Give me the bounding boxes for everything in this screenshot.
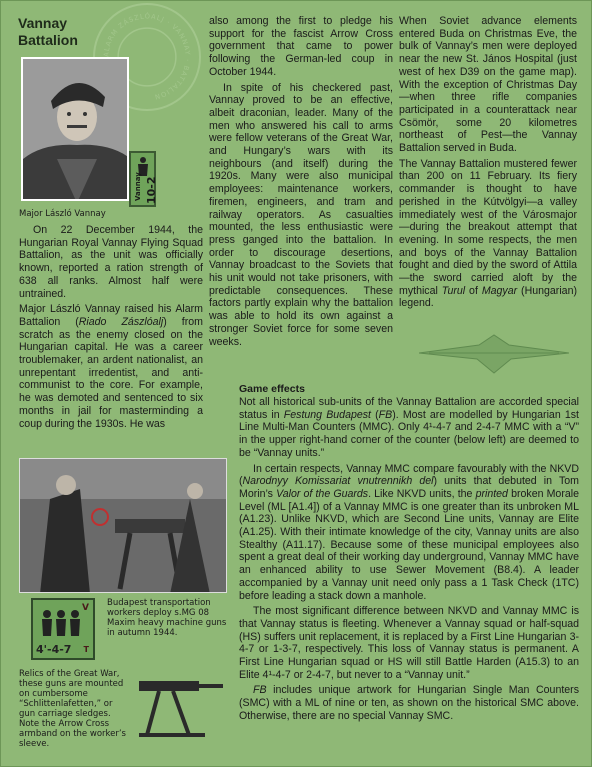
counter-flag: T bbox=[83, 645, 89, 654]
game-effects-para-2: In certain respects, Vannay MMC compare favourably with the NKVD (Narodnyy Komissariat vnutrennikh del) units that debuted in Tom Morin’s Valor of the Guards. Like NKVD units, the printed broken Morale Level (ML [A1.4]) of a Vannay MMC is one greater than its unbroken ML (A1.23). Unlike NKVD, which are Second Line units, Vannay are Elite (A1.25). With their intimate knowledge of the city, Vannay units are also Stealthy (A11.17). Because some of these municipal employees also spent a great deal of their working day underground, Vannay MMC have an enhanced ability to use Sewer Movement (B8.4). A leader accompanied by a Vannay unit need only pass a 1 Task Check (1TC) before leading a stack down a manhole. bbox=[239, 462, 579, 602]
game-effects-heading: Game effects bbox=[239, 383, 305, 395]
turul-eagle-icon bbox=[419, 329, 569, 379]
soldiers-icon bbox=[39, 608, 85, 638]
game-effects-body bbox=[239, 396, 579, 726]
counter-name: Vannay bbox=[134, 172, 142, 201]
col2-para-1: also among the first to pledge his support for the fascist Arrow Cross government that came to power following the German-led coup in October 1944. bbox=[209, 15, 393, 78]
vannay-leader-counter bbox=[129, 151, 156, 207]
officer-portrait bbox=[21, 57, 129, 201]
col2-para-2: In spite of his checkered past, Vannay proved to be an effective, albeit draconian, leader. Many of the men who answered his call to arms were fellow veterans of the Great War, and Hungary’s wars with its neighbours (and itself) during the 1920s. Many were also municipal employees: maintenance workers, firemen, engineers, and tram and railway operators. As casualties mounted, the less enthusiastic were press ganged into the battalion. In order to discourage desertions, Vannay broadcast to the Soviets that his unit would not take prisoners, with predictable consequences. These factors partly explain why the battalion was able to hold its own against a stronger Soviet force for some seven weeks. bbox=[209, 81, 393, 348]
vannay-squad-counter bbox=[31, 598, 95, 660]
machine-gun-crew-photo bbox=[19, 458, 227, 593]
col1-para-2: Major László Vannay raised his Alarm Battalion (Riado Zászlóalj) from scratch as the enemy closed on the Hungarian capital. He was a career troublemaker, an ardent nationalist, an unrepentant irredentist, and anti-communist to the core. For example, he was demoted and sentenced to six months in jail for masterminding a coup during the 1930s. He was bbox=[19, 303, 203, 430]
column-2 bbox=[209, 15, 393, 351]
col1-para-1: On 22 December 1944, the Hungarian Royal Vannay Flying Squad Battalion, as the unit was officially known, reported a ration strength of 638 all ranks. Almost half were untrained. bbox=[19, 224, 203, 300]
game-effects-para-1: Not all historical sub-units of the Vannay Battalion are accorded special status in Festung Budapest (FB). Most are modelled by Hungarian 1st Line Multi-Man Counters (MMC). Only 4¹-4-7 and 2-4-7 MMC with a “V” in the upper right-hand corner of the counter (below left) are deemed to be “Vannay units.” bbox=[239, 396, 579, 459]
photo-caption: Budapest transportation workers deploy s.MG 08 Maxim heavy machine guns in autumn 1944. bbox=[107, 598, 227, 638]
page-title: Vannay Battalion bbox=[18, 15, 78, 48]
svg-text:ALARM ZÁSZLÓALJ · VANNAY · BAT: ALARM ZÁSZLÓALJ · VANNAY · BATTALION bbox=[102, 12, 192, 101]
counter-corner-label: V bbox=[82, 603, 89, 613]
maxim-gun-icon bbox=[129, 673, 227, 743]
portrait-caption: Major László Vannay bbox=[19, 209, 106, 219]
counter-value: 4'-4-7 bbox=[36, 643, 72, 656]
column-1 bbox=[19, 224, 203, 433]
column-3 bbox=[399, 15, 577, 313]
col3-para-1: When Soviet advance elements entered Buda on Christmas Eve, the bulk of Vannay’s men were deployed near the new St. János Hospital (just west of hex D39 on the game map). With the exception of Christmas Day—when three rifle companies participated in a counterattack near Csömör, some 20 kilometres northeast of Pest—the Vannay Battalion served in Buda. bbox=[399, 15, 577, 155]
col3-para-2: The Vannay Battalion mustered fewer than 200 on 11 February. Its fiery commander is thought to have perished in the Kútvölgyi—a valley immediately west of the Városmajor—during the breakout attempt that evening. In some respects, the men and boys of the Vannay Battalion fought and died by the sword of Attila—the sword carried aloft by the mythical Turul of Magyar (Hungarian) legend. bbox=[399, 157, 577, 310]
counter-value: 10-2 bbox=[145, 176, 158, 204]
game-effects-para-4: FB includes unique artwork for Hungarian Single Man Counters (SMC) with a ML of nine or ten, as shown on the historical SMC above. Otherwise, there are no special Vannay SMC. bbox=[239, 684, 579, 722]
gun-caption: Relics of the Great War, these guns are mounted on cumbersome “Schlittenlafetten,” or gun carriage sledges. Note the Arrow Cross armband on the worker’s sleeve. bbox=[19, 669, 126, 749]
game-effects-para-3: The most significant difference between NKVD and Vannay MMC is that Vannay status is fleeting. Whenever a Vannay squad or half-squad (HS) suffers unit replacement, it is replaced by a First Line Hungarian 3-4-7 or 1-3-7, respectively. This loss of Vannay status is permanent. A First Line Hungarian squad or HS will still Battle Harden (A15.3) to an Elite 4¹-4-7 or 2-4-7, but never to a “Vannay unit.” bbox=[239, 605, 579, 681]
